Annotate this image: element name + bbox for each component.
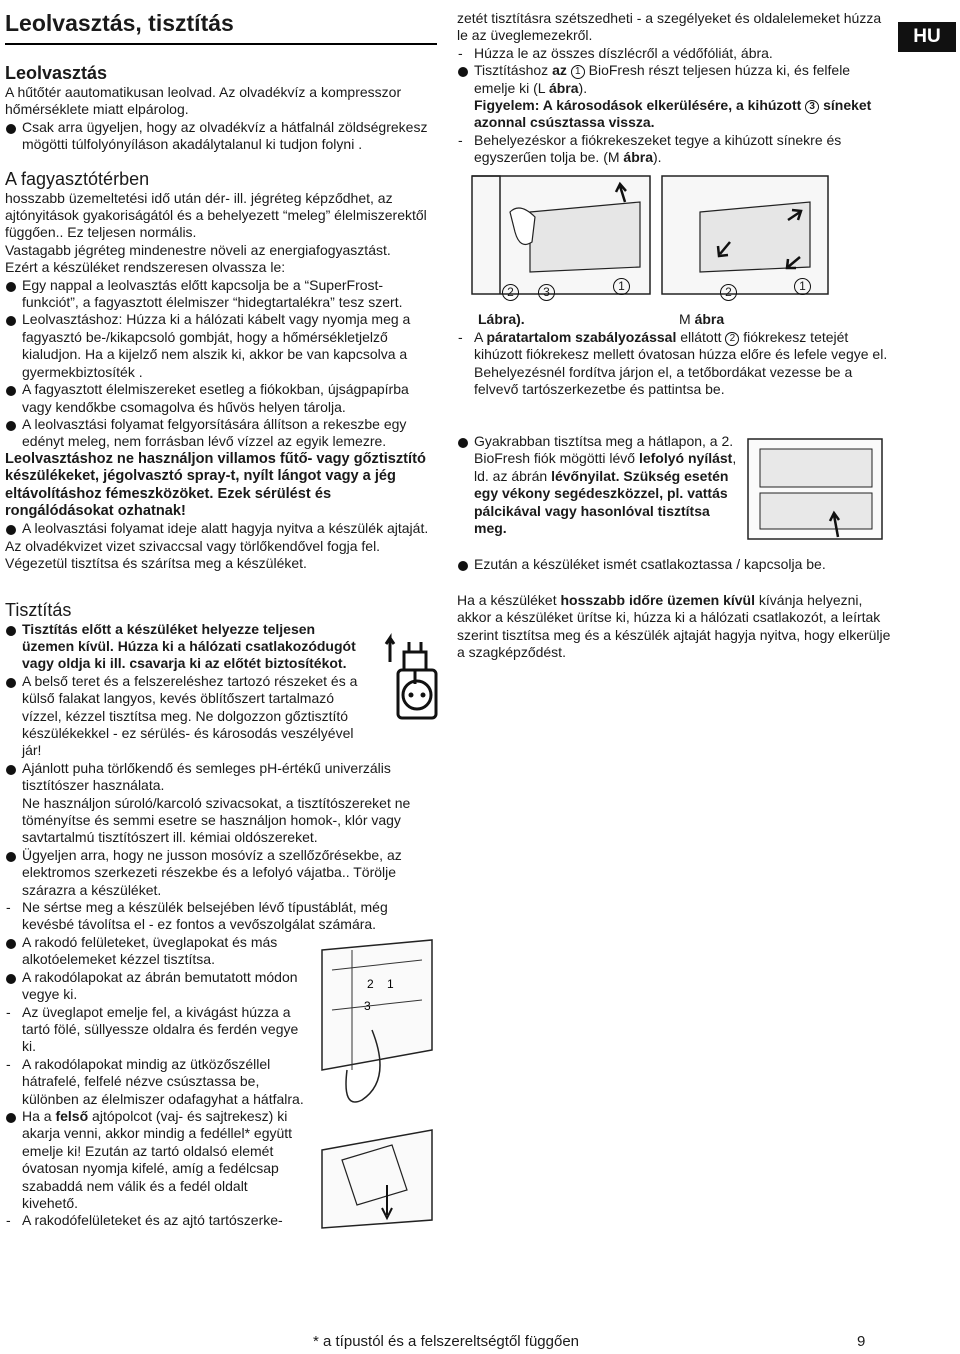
- freezer-paragraph-4: Az olvadékvizet vizet szivaccsal vagy törlőkendővel fogja fel. Végezetül tisztítsa és szárítsa meg a készüléket.: [5, 537, 381, 572]
- defrost-heading: Leolvasztás: [5, 63, 108, 83]
- drawer-figure-labels: [498, 278, 838, 300]
- clean-paragraph: Ne használjon súroló/karcoló szivacsokat, a tisztítószereket ne töményítse és semmi esetre se használjon homok-, klór vagy savtartalmú tisztítószert ill. kémiai oldószereket.: [22, 794, 411, 846]
- shelf-removal-figure: [312, 930, 442, 1230]
- cont-paragraph: zetét tisztításra szétszedheti - a szegélyeket és oldalelemeket húzza le az üveglemezekről.: [457, 10, 882, 44]
- page-number: 9: [857, 1333, 866, 1350]
- cont-warning: Figyelem: A károsodások elkerülésére, a kihúzott 3 síneket azonnal csúsztassa vissza.: [474, 97, 872, 131]
- clean-bullet-4: Ügyeljen arra, hogy ne jusson mosóvíz a szellőzőrésekbe, az elektromos szerkezeti részekbe és a lefolyó vájatba.. Törölje szárazra a készüléket.: [5, 847, 437, 899]
- clean-dash-1: - Ne sértse meg a készülék belsejében lévő típustáblát, még kevésbé távolítsa el - ez fontos a vevőszolgálat számára.: [5, 899, 437, 934]
- drain-figure: [746, 437, 884, 541]
- back-drain-block: [457, 433, 739, 537]
- clean-bullet-2: A belső teret és a felszereléshez tartozó részeket és a külső falakat langyos, kevés öblítőszert tartalmazó vízzel, kézzel tisztítsa meg. Ne dolgozzon gőztisztító készülékekkel - ez sérülés- és károsodás veszélyével jár!: [5, 673, 367, 760]
- right-column: [457, 10, 892, 167]
- clean-heading: Tisztítás: [5, 599, 72, 620]
- reconnect-bullet: Ezután a készüléket ismét csatlakoztassa / kapcsolja be.: [457, 556, 892, 573]
- clean-bullet-1: Tisztítás előtt a készüléket helyezze teljesen üzemen kívül. Húzza ki a hálózati csatlakozódugót vagy oldja ki ill. csavarja ki az előtét biztosítékot.: [5, 621, 367, 673]
- back-drain-bullet: Gyakrabban tisztítsa meg a hátlapon, a 2. BioFresh fiók mögötti lévő lefolyó nyílást, ld. az ábrán lévőnyilat. Szükség esetén egy vékony segédeszközzel, pl. vattás pálcikával vagy hasonlóval tisztítsa meg.: [457, 433, 739, 537]
- cont-dash-2: - Behelyezéskor a fiókrekeszeket tegye a kihúzott sínekre és egyszerűen tolja be. (M ábra).: [457, 132, 892, 167]
- language-badge: HU: [898, 22, 956, 52]
- fig-label-2: 2: [502, 284, 519, 301]
- defrost-paragraph: A hűtőtér aautomatikusan leolvad. Az olvadékvíz a kompresszor hőmérséklete miatt elpárolog.: [5, 84, 402, 118]
- fig-label-2b: 2: [720, 284, 737, 301]
- freezer-heading: A fagyasztótérben: [5, 168, 150, 189]
- long-storage-paragraph: Ha a készüléket hosszabb időre üzemen kívül kívánja helyezni, akkor a készüléket ürítse ki, húzza ki a hálózati csatlakozót, a leírtak szerint tisztítsa meg és a készülék ajtaját hagyja nyitva, hogy elkerülje a szagképződést.: [457, 592, 891, 661]
- clean-bullet-3: Ajánlott puha törlőkendő és semleges pH-értékű univerzális tisztítószer használata.: [5, 760, 437, 795]
- fig-L-caption: Lábra).: [478, 311, 525, 327]
- clean-bullet-6: A rakodólapokat az ábrán bemutatott módon vegye ki.: [5, 969, 305, 1004]
- freezer-paragraph-2: Vastagabb jégréteg mindenestre növeli az energiafogyasztást.: [5, 241, 391, 258]
- cont-dash-1: - Húzza le az összes díszlécről a védőfóliát, ábra.: [457, 45, 892, 62]
- reconnect-block: [457, 556, 892, 573]
- shelf-fig-label-1: 1: [387, 977, 394, 991]
- clean-dash-3: - A rakodólapokat mindig az ütközőszéllel hátrafelé, felfelé nézve csúsztassa be, különben az élelmiszer odafagyhat a hátfalra.: [5, 1056, 305, 1108]
- socket-icon: [396, 668, 438, 720]
- clean-dash-2: - Az üveglapot emelje fel, a kivágást húzza a tartó fölé, süllyessze oldalra és ferdén vegye ki.: [5, 1004, 305, 1056]
- freezer-warning: Leolvasztáshoz ne használjon villamos fűtő- vagy gőztisztító készülékeket, jégolvasztó spray-t, nyílt lángot vagy a jég eltávolításhoz fémeszközöket. Ezek sérülést és rongálódásokat ozhatnak!: [5, 450, 426, 519]
- freezer-bullet-5: A leolvasztási folyamat ideje alatt hagyja nyitva a készülék ajtaját.: [5, 520, 437, 537]
- defrost-bullet: Csak arra ügyeljen, hogy az olvadékvíz a hátfalnál zöldségrekesz mögötti túlfolyónyíláson akadálytalanul ki tudjon folyni .: [5, 119, 437, 154]
- freezer-bullet-1: Egy nappal a leolvasztás előtt kapcsolja be a “SuperFrost-funkciót”, a fagyasztott élelmiszer “hidegtartalékra” tesz szert.: [5, 277, 437, 312]
- humidity-block: [457, 329, 892, 399]
- footer-note: * a típustól és a felszereltségtől függően: [313, 1333, 580, 1350]
- fig-label-3: 3: [538, 284, 555, 301]
- shelf-fig-label-3: 3: [364, 999, 371, 1013]
- humidity-paragraph: Behelyezésnél fordítva járjon el, a tetőbordákat vezesse be a felvevő tartószerkezetbe és pattintsa be.: [474, 363, 853, 398]
- fig-label-1: 1: [613, 278, 630, 295]
- shelf-fig-label-2: 2: [367, 977, 374, 991]
- freezer-paragraph-3: Ezért a készüléket rendszeresen olvassza le:: [5, 259, 286, 276]
- cont-bullet-1: Tisztításhoz az 1 BioFresh részt teljesen húzza ki, és felfele emelje ki (L ábra).: [457, 62, 892, 97]
- clean-bullet-5: A rakodó felületeket, üveglapokat és más alkotóelemeket kézzel tisztítsa.: [5, 934, 305, 969]
- clean-bullet-7: Ha a felső ajtópolcot (vaj- és sajtrekesz) ki akarja venni, akkor mindig a fedéllel* együtt emelje ki! Ezután az tartó oldalsó elemét óvatosan nyomja kifelé, amíg a fedélcsap szabaddá nem válik és a fedél oldalt kivehető.: [5, 1108, 305, 1212]
- freezer-paragraph-1: hosszabb üzemeltetési idő után dér- ill. jégréteg képződhet, az ajtónyitások gyakoriságától és a behelyezett “meleg” élelmiszerektől függően.. Ez teljesen normális.: [5, 189, 427, 241]
- freezer-bullet-4: A leolvasztási folyamat felgyorsítására állítson a rekeszbe egy edényt meleg, nem forrásban lévő vízzel az egyik lemezre.: [5, 416, 437, 451]
- fig-M-caption: M ábra: [679, 311, 725, 327]
- freezer-bullet-2: Leolvasztáshoz: Húzza ki a hálózati kábelt vagy nyomja meg a fagyasztó be-/kikapcsoló gombját, hogy a hőmérsékletjelző kialudjon. Ha a kijelző nem alszik ki, akkor be van kapcsolva a gyermekbiztosíték .: [5, 311, 437, 381]
- humidity-dash: - A páratartalom szabályozással ellátott 2 fiókrekesz tetejét kihúzott fiókrekesz mellett óvatosan húzza előre és lefele vegye el.: [457, 329, 892, 364]
- clean-dash-4: - A rakodófelületeket és az ajtó tartószerke-: [5, 1212, 305, 1229]
- page-title: Leolvasztás, tisztítás: [5, 0, 437, 45]
- freezer-bullet-3: A fagyasztott élelmiszereket esetleg a fiókokban, újságpapírba vagy kendőkbe csomagolva és hűvös helyen tárolja.: [5, 381, 437, 416]
- fig-label-1b: 1: [794, 278, 811, 295]
